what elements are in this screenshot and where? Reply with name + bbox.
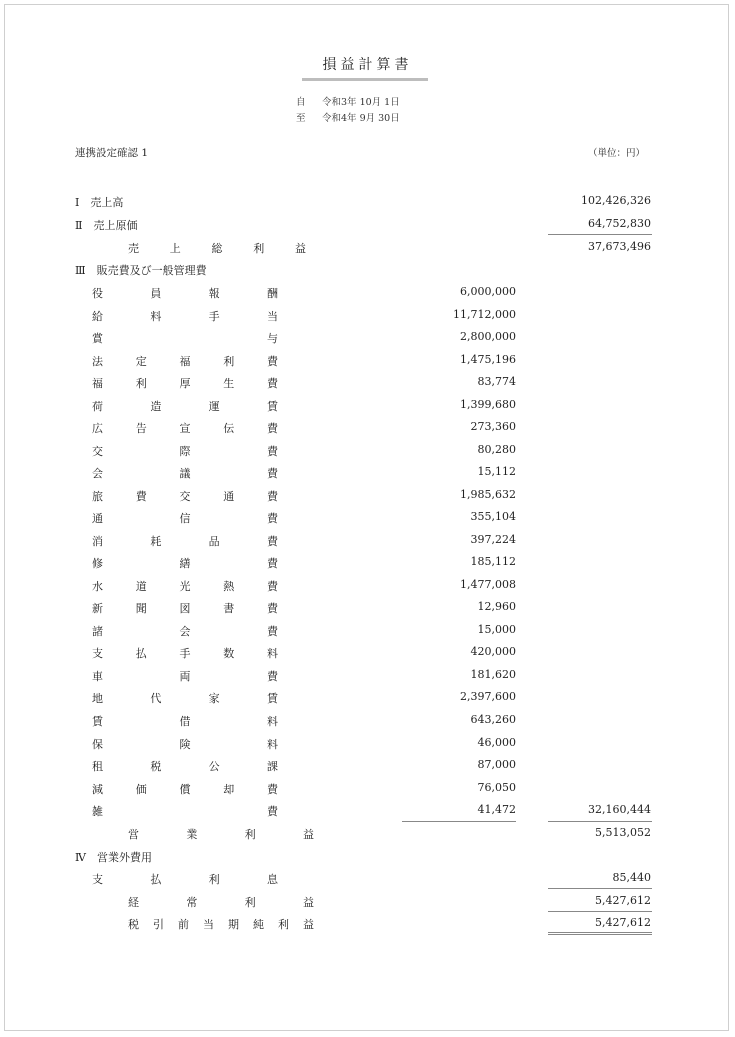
statement-row bbox=[0, 668, 735, 690]
rule-line bbox=[548, 888, 652, 889]
row-label: 交 際 費 bbox=[92, 445, 278, 458]
statement-row bbox=[0, 217, 735, 239]
statement-row bbox=[0, 398, 735, 420]
row-label: 車 両 費 bbox=[92, 670, 278, 683]
row-label: 会 議 費 bbox=[92, 467, 278, 480]
row-label: 売 上 総 利 益 bbox=[128, 242, 306, 255]
row-label: Ⅳ 営業外費用 bbox=[75, 851, 152, 864]
row-amount-detail: 181,620 bbox=[470, 668, 516, 681]
statement-row bbox=[0, 871, 735, 893]
row-label: 賞 与 bbox=[92, 332, 278, 345]
row-amount-detail: 6,000,000 bbox=[460, 285, 516, 298]
row-amount-detail: 76,050 bbox=[477, 781, 516, 794]
statement-row bbox=[0, 420, 735, 442]
row-label: 営 業 利 益 bbox=[128, 828, 314, 841]
row-amount-detail: 12,960 bbox=[477, 600, 516, 613]
statement-row bbox=[0, 555, 735, 577]
row-amount-detail: 83,774 bbox=[477, 375, 516, 388]
row-amount-total: 102,426,326 bbox=[581, 194, 651, 207]
unit-label: （単位：円） bbox=[588, 148, 646, 159]
row-amount-total: 64,752,830 bbox=[588, 217, 651, 230]
row-amount-total: 85,440 bbox=[612, 871, 651, 884]
row-label: Ⅲ 販売費及び一般管理費 bbox=[75, 264, 207, 277]
row-amount-detail: 355,104 bbox=[470, 510, 516, 523]
double-rule-line bbox=[548, 932, 652, 935]
row-label: 荷 造 運 賃 bbox=[92, 400, 278, 413]
statement-row bbox=[0, 894, 735, 916]
statement-row bbox=[0, 240, 735, 262]
statement-row bbox=[0, 285, 735, 307]
row-label: 支 払 利 息 bbox=[92, 873, 278, 886]
row-amount-detail: 87,000 bbox=[477, 758, 516, 771]
row-label: 諸 会 費 bbox=[92, 625, 278, 638]
statement-row bbox=[0, 826, 735, 848]
statement-row bbox=[0, 781, 735, 803]
row-amount-total: 5,427,612 bbox=[595, 894, 651, 907]
row-amount-detail: 1,477,008 bbox=[460, 578, 516, 591]
row-amount-detail: 2,800,000 bbox=[460, 330, 516, 343]
row-label: 減 価 償 却 費 bbox=[92, 783, 278, 796]
rule-line bbox=[548, 821, 652, 822]
rule-line bbox=[548, 911, 652, 912]
statement-row bbox=[0, 533, 735, 555]
row-label: 役 員 報 酬 bbox=[92, 287, 278, 300]
statement-row bbox=[0, 849, 735, 871]
row-label: 消 耗 品 費 bbox=[92, 535, 278, 548]
company-name: 連携設定確認 1 bbox=[75, 147, 149, 159]
statement-row bbox=[0, 488, 735, 510]
row-label: 税 引 前 当 期 純 利 益 bbox=[128, 918, 314, 931]
row-amount-detail: 2,397,600 bbox=[460, 690, 516, 703]
statement-row bbox=[0, 623, 735, 645]
row-label: 支 払 手 数 料 bbox=[92, 647, 278, 660]
row-label: 雑 費 bbox=[92, 805, 278, 818]
statement-row bbox=[0, 600, 735, 622]
row-label: 福 利 厚 生 費 bbox=[92, 377, 278, 390]
row-label: 法 定 福 利 費 bbox=[92, 355, 278, 368]
statement-row bbox=[0, 713, 735, 735]
row-amount-total: 32,160,444 bbox=[588, 803, 651, 816]
row-amount-detail: 397,224 bbox=[470, 533, 516, 546]
rule-line bbox=[548, 234, 652, 235]
row-amount-detail: 1,475,196 bbox=[460, 353, 516, 366]
row-label: 地 代 家 賃 bbox=[92, 692, 278, 705]
statement-row bbox=[0, 308, 735, 330]
statement-row bbox=[0, 330, 735, 352]
period-from: 令和3年 10月 1日 bbox=[322, 97, 400, 108]
row-amount-detail: 420,000 bbox=[470, 645, 516, 658]
row-label: Ⅰ 売上高 bbox=[75, 196, 124, 209]
doc-title: 損益計算書 bbox=[322, 57, 413, 73]
row-label: 経 常 利 益 bbox=[128, 896, 314, 909]
row-amount-total: 37,673,496 bbox=[588, 240, 651, 253]
row-amount-total: 5,513,052 bbox=[595, 826, 651, 839]
statement-row bbox=[0, 645, 735, 667]
row-label: 水 道 光 熱 費 bbox=[92, 580, 278, 593]
row-amount-detail: 11,712,000 bbox=[453, 308, 516, 321]
row-label: 租 税 公 課 bbox=[92, 760, 278, 773]
rule-line bbox=[402, 821, 516, 822]
row-amount-total: 5,427,612 bbox=[595, 916, 651, 929]
row-label: Ⅱ 売上原価 bbox=[75, 219, 138, 232]
title-underline bbox=[302, 78, 428, 81]
row-label: 給 料 手 当 bbox=[92, 310, 278, 323]
period-to: 令和4年 9月 30日 bbox=[322, 113, 400, 124]
period-to-label: 至 bbox=[296, 113, 306, 124]
row-label: 通 信 費 bbox=[92, 512, 278, 525]
row-label: 広 告 宣 伝 費 bbox=[92, 422, 278, 435]
row-label: 旅 費 交 通 費 bbox=[92, 490, 278, 503]
row-amount-detail: 15,112 bbox=[477, 465, 516, 478]
statement-row bbox=[0, 375, 735, 397]
statement-row bbox=[0, 262, 735, 284]
row-amount-detail: 643,260 bbox=[470, 713, 516, 726]
row-amount-detail: 46,000 bbox=[477, 736, 516, 749]
row-label: 新 聞 図 書 費 bbox=[92, 602, 278, 615]
row-amount-detail: 273,360 bbox=[470, 420, 516, 433]
statement-row bbox=[0, 353, 735, 375]
statement-row bbox=[0, 758, 735, 780]
row-label: 賃 借 料 bbox=[92, 715, 278, 728]
statement-row bbox=[0, 690, 735, 712]
statement-row bbox=[0, 443, 735, 465]
row-amount-detail: 80,280 bbox=[477, 443, 516, 456]
statement-row bbox=[0, 465, 735, 487]
statement-row bbox=[0, 194, 735, 216]
row-amount-detail: 1,399,680 bbox=[460, 398, 516, 411]
row-amount-detail: 41,472 bbox=[477, 803, 516, 816]
period-from-label: 自 bbox=[296, 97, 306, 108]
row-amount-detail: 185,112 bbox=[470, 555, 516, 568]
row-label: 保 険 料 bbox=[92, 738, 278, 751]
statement-row bbox=[0, 578, 735, 600]
row-label: 修 繕 費 bbox=[92, 557, 278, 570]
row-amount-detail: 1,985,632 bbox=[460, 488, 516, 501]
statement-row bbox=[0, 736, 735, 758]
row-amount-detail: 15,000 bbox=[477, 623, 516, 636]
statement-row bbox=[0, 510, 735, 532]
